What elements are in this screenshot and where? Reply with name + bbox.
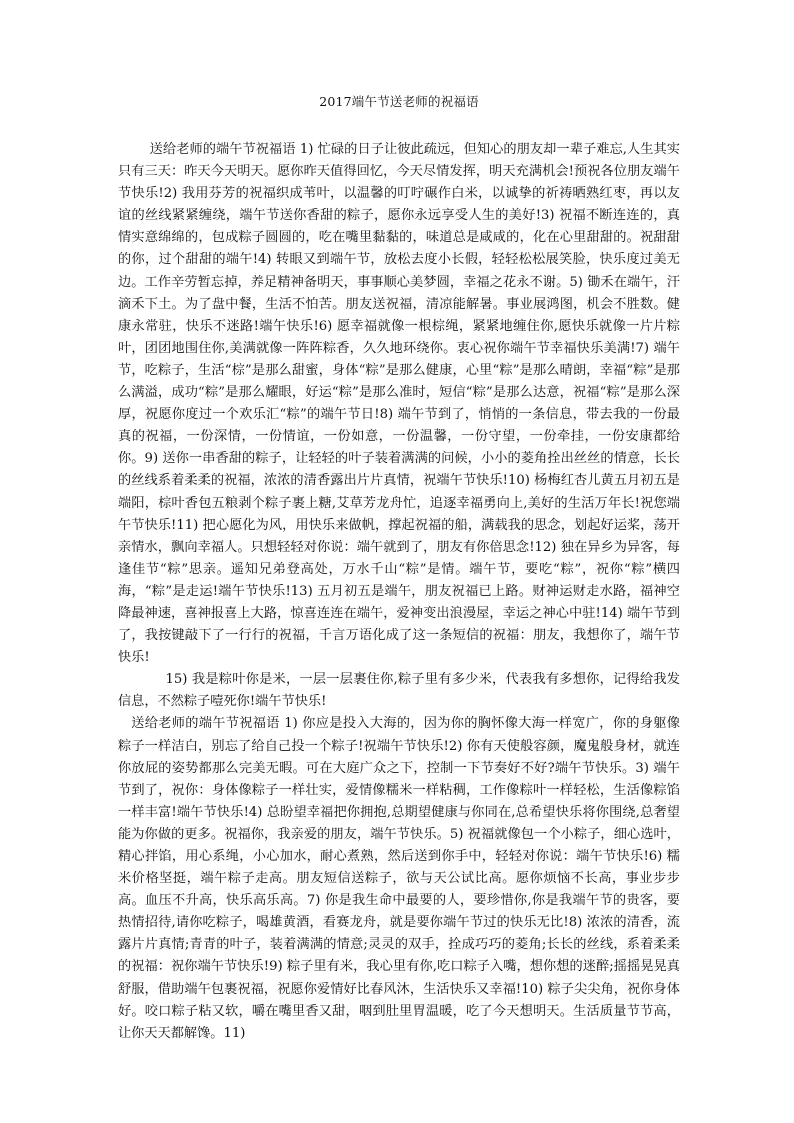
document-title: 2017端午节送老师的祝福语 <box>319 94 479 109</box>
document-page <box>118 92 680 1045</box>
paragraph-3: 送给老师的端午节祝福语 1) 你应是投入大海的，因为你的胸怀像大海一样宽广，你的身躯像粽子一样洁白，别忘了给自己投一个粽子!祝端午节快乐!2) 你有天使般容颜，魔鬼般身材，就连你放屁的姿势都那么完美无暇。可在大庭广众之下，控制一下节奏好不好?端午节快乐。3) 端午节到了，祝你：身体像粽子一样壮实，爱情像糯米一样粘稠，工作像粽叶一样轻松，生活像粽馅一样丰富!端午节快乐!4) 总盼望幸福把你拥抱,总期望健康与你同在,总希望快乐将你围绕,总奢望能为你做的更多。祝福你，我亲爱的朋友，端午节快乐。5) 祝福就像包一个小粽子，细心选叶，精心拌馅，用心系绳，小心加水，耐心煮熟，然后送到你手中，轻轻对你说：端午节快乐!6) 糯米价格坚挺，端午粽子走高。朋友短信送粽子，欲与天公试比高。愿你烦恼不长高，事业步步高。血压不升高，快乐高乐高。7) 你是我生命中最要的人，要珍惜你,你是我端午节的贵客，要热情招待,请你吃粽子，喝雄黄酒，看赛龙舟，就是要你端午节过的快乐无比!8) 浓浓的清香，流露片片真情;青青的叶子，装着满满的情意;灵灵的双手，拴成巧巧的菱角;长长的丝线，系着柔柔的祝福：祝你端午节快乐!9) 粽子里有米，我心里有你,吃口粽子入嘴，想你想的迷醉;摇摇晃晃真舒服，借助端午包裹祝福，祝愿你爱情好比春风沐，生活快乐又幸福!10) 粽子尖尖角，祝你身体好。咬口粽子粘又软，嚼在嘴里香又甜，咽到肚里胃温暖，吃了今天想明天。生活质量节节高，让你天天都解馋。11) <box>118 716 680 1041</box>
paragraph-2: 15) 我是粽叶你是米，一层一层裹住你,粽子里有多少米，代表我有多想你，记得给我发信息，不然粽子噎死你!端午节快乐! <box>118 672 680 710</box>
paragraph-1: 送给老师的端午节祝福语 1) 忙碌的日子让彼此疏远，但知心的朋友却一辈子难忘,人生其实只有三天：昨天今天明天。愿你昨天值得回忆，今天尽情发挥，明天充满机会!预祝各位朋友端午节快乐!2) 我用芬芳的祝福织成苇叶，以温馨的叮咛碾作白米，以诚挚的祈祷晒熟红枣，再以友谊的丝线紧紧缠绕，端午节送你香甜的粽子，愿你永远享受人生的美好!3) 祝福不断连连的，真情实意绵绵的，包成粽子圆圆的，吃在嘴里黏黏的，味道总是咸咸的，化在心里甜甜的。祝甜甜的你，过个甜甜的端午!4) 转眼又到端午节，放松去度小长假，轻轻松松展笑脸，快乐度过美无边。工作辛劳暂忘掉，养足精神备明天，事事顺心美梦圆，幸福之花永不谢。5) 锄禾在端午，汗滴禾下土。为了盘中餐，生活不怕苦。朋友送祝福，清凉能解暑。事业展鸿图，机会不胜数。健康永常驻，快乐不迷路!端午快乐!6) 愿幸福就像一根棕绳，紧紧地缠住你,愿快乐就像一片片粽叶，团团地围住你,美满就像一阵阵粽香，久久地环绕你。衷心祝你端午节幸福快乐美满!7) 端午节，吃粽子，生活“棕”是那么甜蜜，身体“粽”是那么健康，心里“粽”是那么晴朗，幸福“粽”是那么满溢，成功“粽”是那么耀眼，好运“粽”是那么准时，短信“粽”是那么达意，祝福“粽”是那么深厚，祝愿你度过一个欢乐汇“粽”的端午节日!8) 端午节到了，悄悄的一条信息，带去我的一份最真的祝福，一份深情，一份情谊，一份如意，一份温馨，一份守望，一份牵挂，一份安康都给你。9) 送你一串香甜的粽子，让轻轻的叶子装着满满的问候，小小的菱角拴出丝丝的情意，长长的丝线系着柔柔的祝福，浓浓的清香露出片片真情，祝端午节快乐!10) 杨梅红杏儿黄五月初五是端阳，棕叶香包五粮剥个粽子裹上糖,艾草芳龙舟忙，追逐幸福勇向上,美好的生活万年长!祝您端午节快乐!11) 把心愿化为风，用快乐来做帆，撑起祝福的船，满载我的思念，划起好运桨，荡开亲情水，飘向幸福人。只想轻轻对你说：端午就到了，朋友有你倍思念!12) 独在异乡为异客，每逢佳节“粽”思亲。遥知兄弟登高处，万水千山“粽”是情。端午节，要吃“粽”，祝你“粽”横四海，“粽”是走运!端午节快乐!13) 五月初五是端午，朋友祝福已上路。财神运财走水路，福神空降最神速，喜神报喜上大路，惊喜连连在端午，爱神变出浪漫屋，幸运之神心中驻!14) 端午节到了，我按键敲下了一行行的祝福，千言万语化成了这一条短信的祝福：朋友，我想你了，端午节快乐! <box>118 142 680 666</box>
